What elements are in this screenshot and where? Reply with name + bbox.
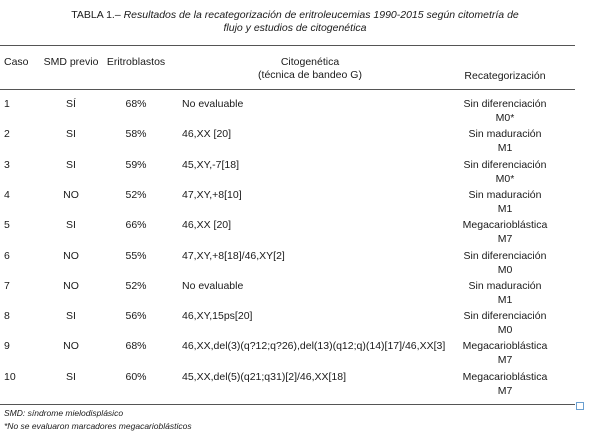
- cell-recategorizacion-code: M7: [497, 233, 513, 245]
- footnote-smd: SMD: síndrome mielodisplásico: [4, 408, 124, 418]
- cell-citogenetica: 46,XX [20]: [182, 128, 232, 140]
- cell-smd-previo: SI: [66, 159, 76, 171]
- cell-recategorizacion-code: M1: [497, 142, 513, 154]
- cell-eritroblastos: 59%: [125, 159, 147, 171]
- cell-caso: 9: [4, 340, 10, 352]
- cell-recategorizacion-code: M0*: [495, 112, 515, 124]
- cell-smd-previo: NO: [63, 250, 79, 262]
- header-recategorizacion: Recategorización: [464, 70, 546, 82]
- cell-caso: 8: [4, 310, 10, 322]
- cell-recategorizacion-code: M7: [497, 385, 513, 397]
- cell-smd-previo: NO: [63, 189, 79, 201]
- cell-eritroblastos: 56%: [125, 310, 147, 322]
- cell-eritroblastos: 60%: [125, 371, 147, 383]
- header-citogenetica-line2: (técnica de bandeo G): [258, 69, 362, 81]
- header-smd-previo: SMD previo: [43, 56, 99, 68]
- cell-recategorizacion: Megacarioblástica: [462, 219, 548, 231]
- cell-caso: 10: [4, 371, 16, 383]
- cell-eritroblastos: 66%: [125, 219, 147, 231]
- cell-citogenetica: 47,XY,+8[18]/46,XY[2]: [182, 250, 285, 262]
- header-eritroblastos: Eritroblastos: [106, 56, 166, 68]
- header-caso: Caso: [4, 56, 29, 68]
- cell-citogenetica: 47,XY,+8[10]: [182, 189, 242, 201]
- cell-smd-previo: SÍ: [66, 98, 76, 110]
- cell-recategorizacion-code: M0: [497, 264, 513, 276]
- cell-eritroblastos: 58%: [125, 128, 147, 140]
- top-rule: [0, 45, 575, 46]
- cell-caso: 1: [4, 98, 10, 110]
- table-title: [0, 9, 590, 35]
- cell-smd-previo: SI: [66, 219, 76, 231]
- cell-recategorizacion: Sin diferenciación: [463, 159, 547, 171]
- bottom-rule: [0, 404, 575, 405]
- cell-recategorizacion: Sin maduración: [468, 128, 542, 140]
- cell-eritroblastos: 52%: [125, 189, 147, 201]
- cell-smd-previo: NO: [63, 280, 79, 292]
- cell-caso: 4: [4, 189, 10, 201]
- header-citogenetica: [180, 56, 440, 82]
- cell-recategorizacion: Sin diferenciación: [463, 98, 547, 110]
- cell-recategorizacion: Sin diferenciación: [463, 250, 547, 262]
- header-citogenetica-line1: Citogenética: [280, 56, 340, 68]
- footnote-megacarioblasticos: *No se evaluaron marcadores megacarioblásticos: [4, 421, 192, 431]
- cell-citogenetica: No evaluable: [182, 98, 244, 110]
- title-italic-line2: flujo y estudios de citogenética: [223, 22, 367, 34]
- cell-citogenetica: No evaluable: [182, 280, 244, 292]
- cell-recategorizacion: Sin maduración: [468, 189, 542, 201]
- cell-recategorizacion: Sin maduración: [468, 280, 542, 292]
- cell-caso: 3: [4, 159, 10, 171]
- cell-eritroblastos: 68%: [125, 98, 147, 110]
- cell-recategorizacion-code: M0*: [495, 173, 515, 185]
- cell-eritroblastos: 55%: [125, 250, 147, 262]
- cell-caso: 5: [4, 219, 10, 231]
- cell-citogenetica: 45,XY,-7[18]: [182, 159, 240, 171]
- cell-recategorizacion: Sin diferenciación: [463, 310, 547, 322]
- resize-handle[interactable]: [576, 402, 584, 410]
- cell-recategorizacion-code: M7: [497, 354, 513, 366]
- cell-recategorizacion-code: M0: [497, 324, 513, 336]
- cell-citogenetica: 46,XX [20]: [182, 219, 232, 231]
- header-rule: [0, 89, 575, 90]
- cell-recategorizacion-code: M1: [497, 203, 513, 215]
- cell-citogenetica: 46,XY,15ps[20]: [182, 310, 253, 322]
- cell-smd-previo: NO: [63, 340, 79, 352]
- cell-smd-previo: SI: [66, 128, 76, 140]
- cell-smd-previo: SI: [66, 310, 76, 322]
- cell-citogenetica: 46,XX,del(3)(q?12;q?26),del(13)(q12;q)(14)[17]/46,XX[3]: [182, 340, 446, 352]
- cell-recategorizacion: Megacarioblástica: [462, 371, 548, 383]
- cell-caso: 2: [4, 128, 10, 140]
- cell-caso: 7: [4, 280, 10, 292]
- cell-citogenetica: 45,XX,del(5)(q21;q31)[2]/46,XX[18]: [182, 371, 347, 383]
- cell-recategorizacion: Megacarioblástica: [462, 340, 548, 352]
- cell-caso: 6: [4, 250, 10, 262]
- cell-recategorizacion-code: M1: [497, 294, 513, 306]
- cell-eritroblastos: 68%: [125, 340, 147, 352]
- cell-eritroblastos: 52%: [125, 280, 147, 292]
- title-lead: TABLA 1.–: [71, 9, 124, 21]
- cell-smd-previo: SI: [66, 371, 76, 383]
- title-italic-line1: Resultados de la recategorización de eritroleucemias 1990-2015 según citometría de: [123, 9, 519, 21]
